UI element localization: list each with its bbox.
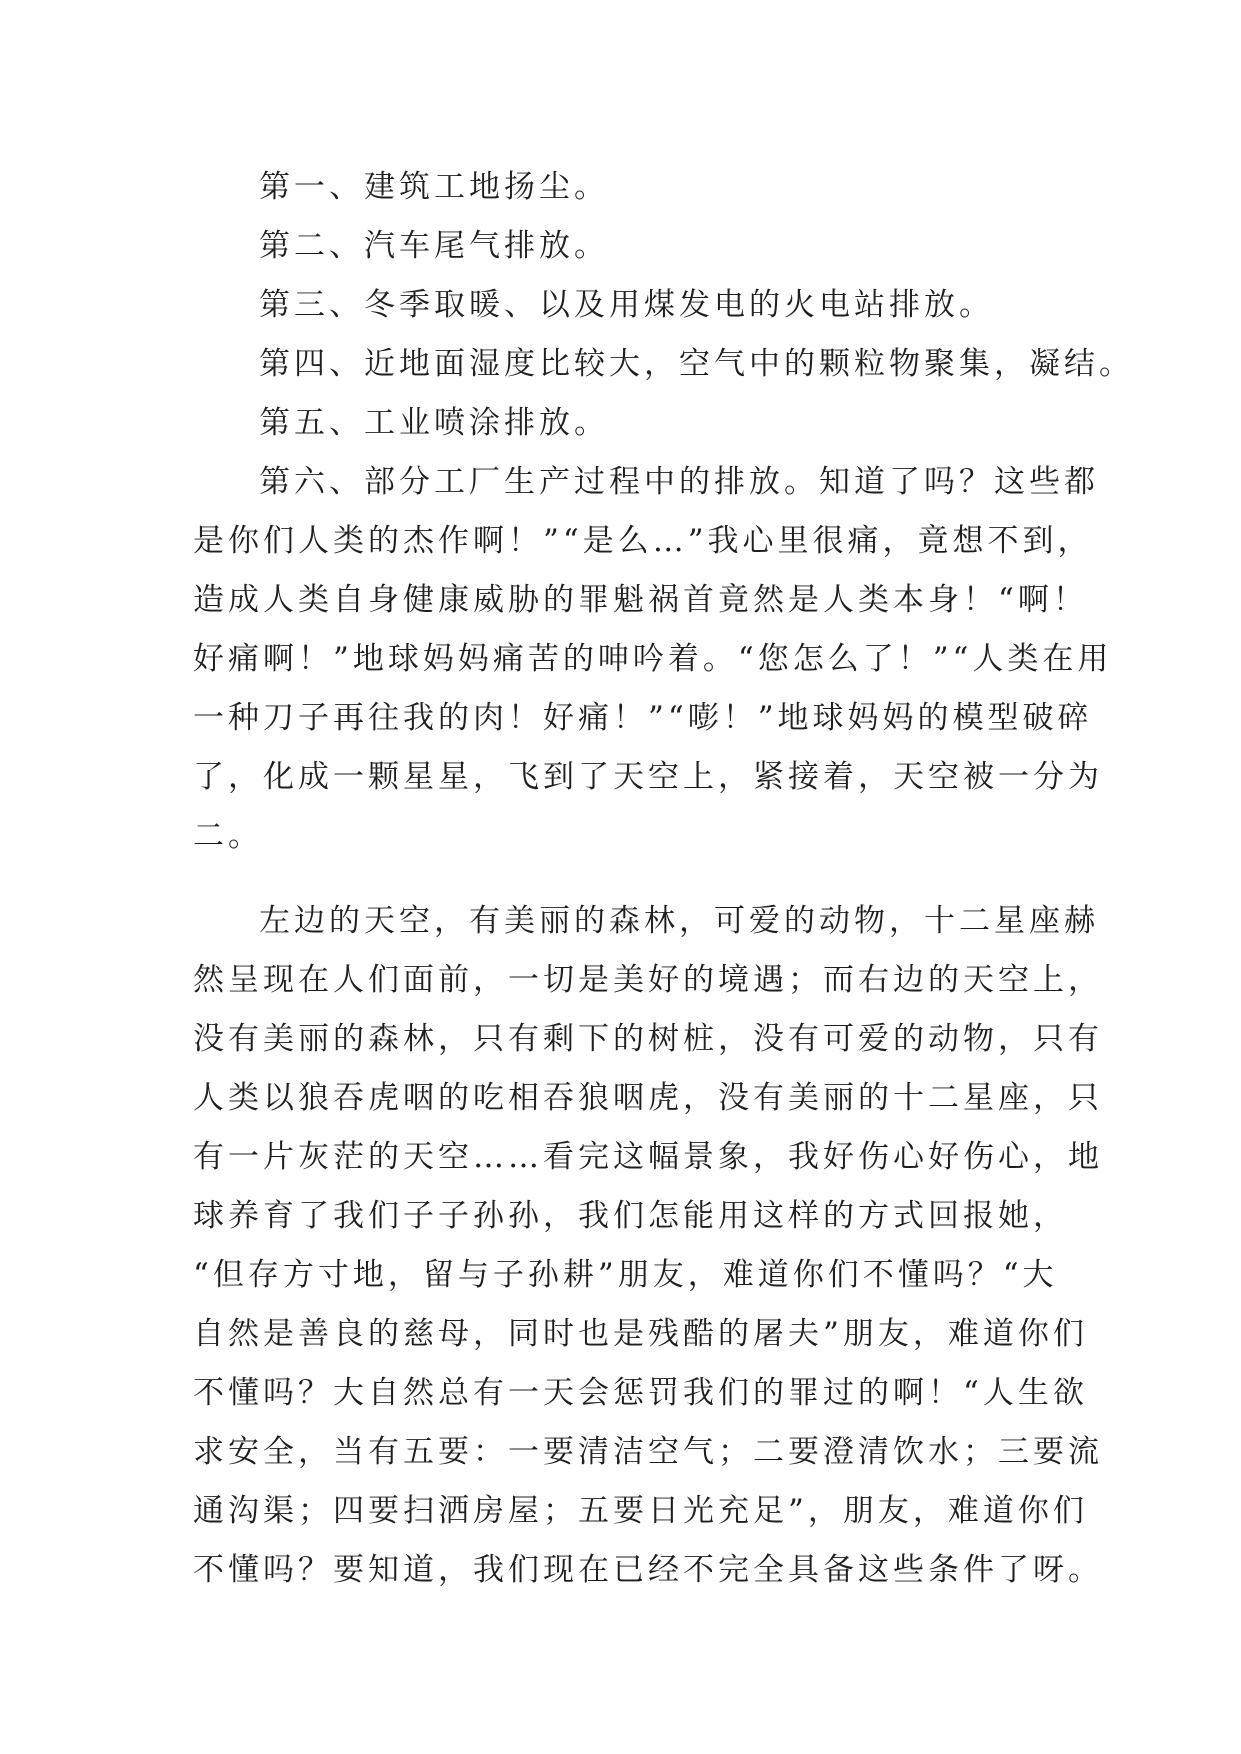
- paragraph-line: 不懂吗？大自然总有一天会惩罚我们的罪过的啊！“人生欲: [193, 1375, 1088, 1411]
- paragraph-line: 球养育了我们子子孙孙，我们怎能用这样的方式回报她，: [193, 1198, 1068, 1234]
- paragraph-line: 了，化成一颗星星，飞到了天空上，紧接着，天空被一分为: [193, 759, 1103, 795]
- paragraph-line: 二。: [193, 818, 263, 854]
- list-item: 第四、近地面湿度比较大，空气中的颗粒物聚集，凝结。: [259, 346, 1134, 382]
- paragraph-line: 造成人类自身健康威胁的罪魁祸首竟然是人类本身！“啊！: [193, 582, 1088, 618]
- paragraph-line: 求安全，当有五要：一要清洁空气；二要澄清饮水；三要流: [193, 1434, 1103, 1470]
- paragraph-line: 没有美丽的森林，只有剩下的树桩，没有可爱的动物，只有: [193, 1021, 1103, 1057]
- list-item: 第二、汽车尾气排放。: [259, 228, 609, 264]
- paragraph-line: 好痛啊！”地球妈妈痛苦的呻吟着。“您怎么了！”“人类在用: [193, 641, 1113, 677]
- paragraph-line: 然呈现在人们面前，一切是美好的境遇；而右边的天空上，: [193, 962, 1103, 998]
- paragraph-line: 有一片灰茫的天空……看完这幅景象，我好伤心好伤心，地: [193, 1139, 1103, 1175]
- paragraph-spacer: [193, 866, 1083, 892]
- paragraph-line: 第六、部分工厂生产过程中的排放。知道了吗？这些都: [259, 464, 1099, 500]
- paragraph-line: 左边的天空，有美丽的森林，可爱的动物，十二星座赫: [259, 903, 1099, 939]
- paragraph-line: 自然是善良的慈母，同时也是残酷的屠夫”朋友，难道你们: [193, 1316, 1088, 1352]
- list-item: 第三、冬季取暖、以及用煤发电的火电站排放。: [259, 287, 994, 323]
- paragraph-two-skies: [193, 892, 1103, 1600]
- document-body: [193, 158, 1134, 1600]
- paragraph-earth-mother: [193, 453, 1113, 866]
- paragraph-line: 不懂吗？要知道，我们现在已经不完全具备这些条件了呀。: [193, 1552, 1103, 1588]
- paragraph-line: 人类以狼吞虎咽的吃相吞狼咽虎，没有美丽的十二星座，只: [193, 1080, 1103, 1116]
- list-item: 第五、工业喷涂排放。: [259, 405, 609, 441]
- paragraph-line: 一种刀子再往我的肉！好痛！”“嘭！”地球妈妈的模型破碎: [193, 700, 1093, 736]
- pollution-source-list: [193, 158, 1134, 453]
- paragraph-line: 是你们人类的杰作啊！”“是么…”我心里很痛，竟想不到，: [193, 523, 1093, 559]
- paragraph-line: “但存方寸地，留与子孙耕”朋友，难道你们不懂吗？“大: [193, 1257, 1058, 1293]
- list-item: 第一、建筑工地扬尘。: [259, 169, 609, 205]
- paragraph-line: 通沟渠；四要扫洒房屋；五要日光充足”，朋友，难道你们: [193, 1493, 1088, 1529]
